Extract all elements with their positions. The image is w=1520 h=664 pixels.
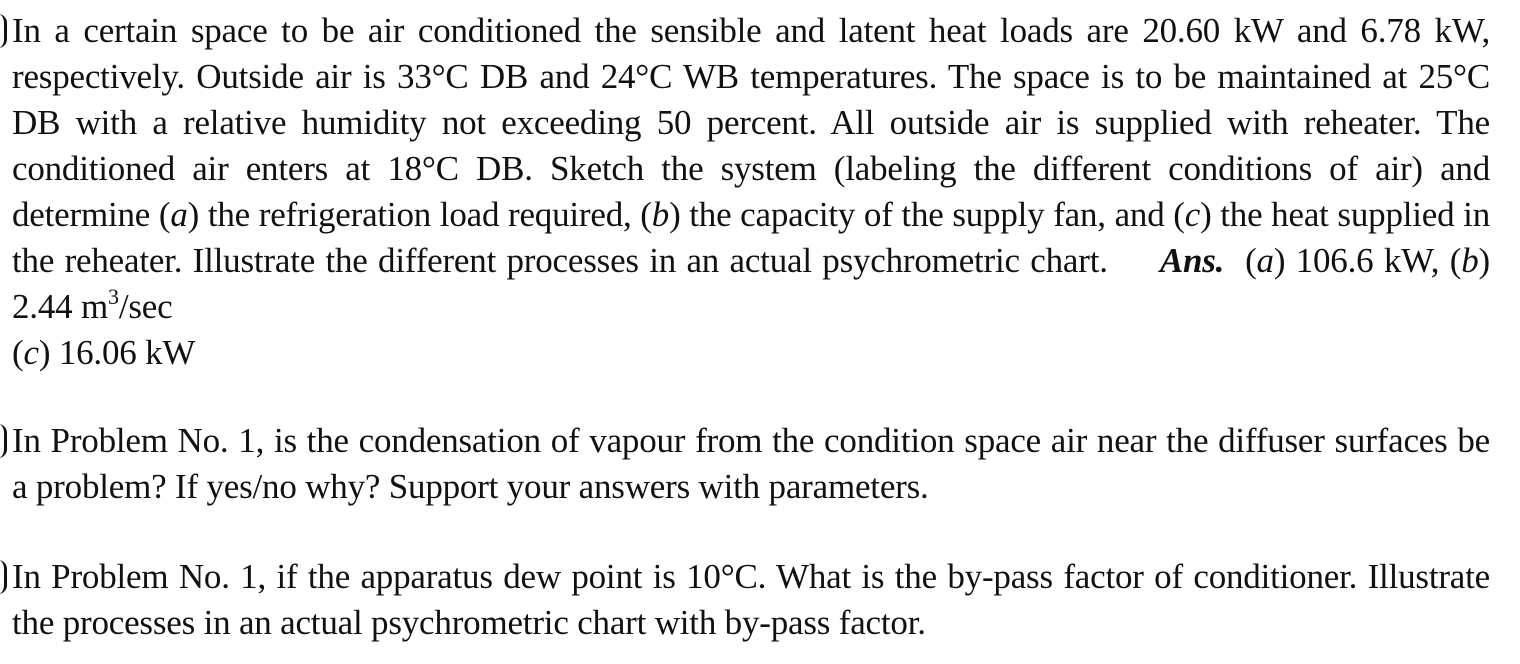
problem-2 <box>12 418 1490 510</box>
problem-2-text: In Problem No. 1, is the condensation of vapour from the condition space air near the diffuser surfaces be a problem? If yes/no why? Support your answers with parameters. <box>12 421 1490 506</box>
answer-b-label: b <box>1461 241 1479 280</box>
part-a-label: a <box>170 195 188 234</box>
answer-c-label: c <box>23 333 39 372</box>
problem-1-text <box>12 8 1490 376</box>
problem-1-statement: In a certain space to be air conditioned the sensible and latent heat loads are 20.60 kW and 6.78 kW, respectively. Outside air is 33°C DB and 24°C WB temperatures. The space is to be maintained at 25°C DB with a relative humidity not exceeding 50 percent. All outside air is supplied with reheater. The conditioned air enters at 18°C DB. Sketch the system (labeling the different conditions of air) and determine ( <box>12 11 1490 234</box>
answer-c-open: ( <box>12 333 24 372</box>
problem-1 <box>12 8 1490 376</box>
problem-3-text: In Problem No. 1, if the apparatus dew point is 10°C. What is the by-pass factor of conditioner. Illustrate the processes in an actual psychrometric chart with by-pass factor. <box>12 557 1490 642</box>
problem-1-statement-2: ) the refrigeration load required, ( <box>187 195 652 234</box>
part-c-label: c <box>1184 195 1201 234</box>
answer-c-value: ) 16.06 kW <box>38 333 196 372</box>
problem-1-statement-4: ) the heat supplied in the reheater. Illustrate the different processes in an actual psychrometric chart. <box>12 195 1490 280</box>
answer-a-value: ) 106.6 kW, ( <box>1273 241 1462 280</box>
answer-a-label: a <box>1256 241 1274 280</box>
answer-b-unit: /sec <box>118 287 173 326</box>
answer-b-value: ) 2.44 m <box>12 241 1490 326</box>
answer-label: Ans. <box>1159 241 1225 280</box>
problem-1-marker <box>0 14 7 48</box>
problem-3 <box>12 554 1490 646</box>
problem-3-marker <box>0 560 7 594</box>
answer-a-open: ( <box>1245 241 1257 280</box>
answer-b-exponent: 3 <box>108 284 119 309</box>
problem-1-statement-3: ) the capacity of the supply fan, and ( <box>669 195 1185 234</box>
problem-2-marker <box>0 424 7 458</box>
part-b-label: b <box>651 195 670 234</box>
